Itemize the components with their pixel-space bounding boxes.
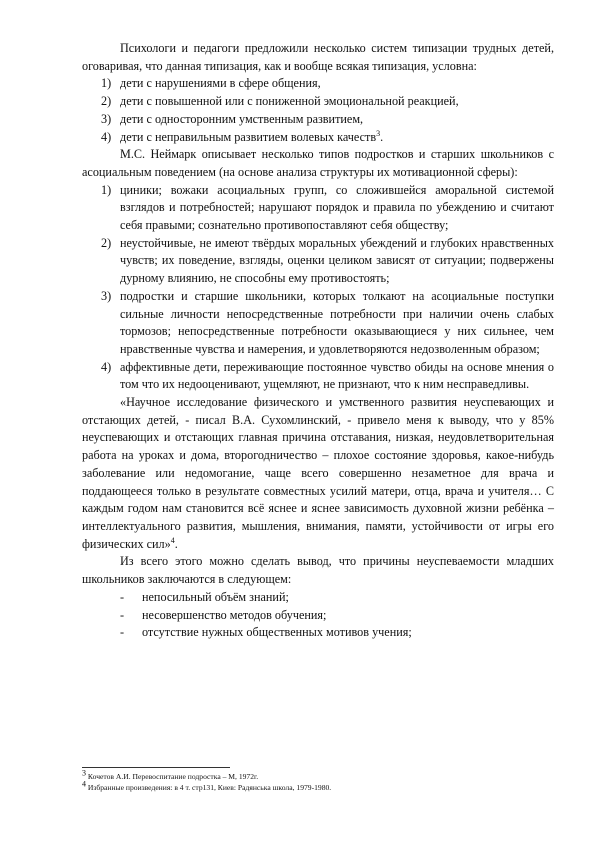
item-dash: -: [120, 607, 125, 622]
footnote: [82, 779, 554, 793]
causes-list: [82, 589, 554, 642]
item-number: 4): [101, 359, 112, 374]
item-number: 3): [101, 288, 112, 303]
item-number: 1): [101, 76, 112, 91]
item-text: отсутствие нужных общественных мотивов учения;: [142, 625, 412, 640]
list-item: [82, 75, 554, 93]
item-text: дети с повышенной или с пониженной эмоциональной реакцией,: [120, 94, 459, 109]
item-number: 3): [101, 111, 112, 126]
difficult-children-types-list: [82, 75, 554, 146]
list-item: [82, 182, 554, 235]
item-number: 1): [101, 182, 112, 197]
footnote-number: 4: [82, 779, 86, 789]
item-number: 2): [101, 235, 112, 250]
item-text: циники; вожаки асоциальных групп, со сложившейся аморальной системой взглядов и потребностей; нарушают порядок и правила по убеждению и считают себя правыми; сознательно противопоставляют себя обществу;: [120, 182, 554, 233]
body-text: [82, 40, 554, 642]
intro-paragraph: Психологи и педагоги предложили несколько систем типизации трудных детей, оговаривая, что данная типизация, как и вообще всякая типизация, условна:: [82, 41, 554, 73]
quote-paragraph: [82, 394, 554, 553]
list-item: [82, 129, 554, 147]
quote-tail: .: [174, 536, 178, 551]
list-item: [82, 93, 554, 111]
item-number: 4): [101, 129, 112, 144]
item-text: несовершенство методов обучения;: [142, 607, 327, 622]
item-text: непосильный объём знаний;: [142, 589, 289, 604]
list-item: [82, 288, 554, 359]
footnote: [82, 768, 554, 782]
item-tail: .: [380, 129, 384, 144]
item-number: 2): [101, 94, 112, 109]
footnote-divider: [82, 767, 230, 768]
footnotes: [82, 768, 554, 793]
conclusion-paragraph: Из всего этого можно сделать вывод, что причины неуспеваемости младших школьников заключаются в следующем:: [82, 554, 554, 587]
list-item: [82, 235, 554, 288]
list-item: [82, 111, 554, 129]
footnote-number: 3: [82, 768, 86, 778]
item-text: дети с нарушениями в сфере общения,: [120, 76, 321, 91]
list-item: [82, 359, 554, 394]
item-text: аффективные дети, переживающие постоянное чувство обиды на основе мнения о том что их недооценивают, ущемляют, не признают, что к ним несправедливы.: [120, 359, 554, 392]
list-item: [82, 624, 554, 642]
footnote-text: Избранные произведения: в 4 т. стр131, Киев: Радянська школа, 1979-1980.: [87, 783, 332, 792]
item-text: дети с неправильным развитием волевых качеств: [120, 129, 377, 144]
asocial-types-list: [82, 182, 554, 394]
item-text: дети с односторонним умственным развитием,: [120, 111, 364, 126]
neimark-paragraph: М.С. Неймарк описывает несколько типов подростков и старших школьников с асоциальным поведением (на основе анализа структуры их мотивационной сферы):: [82, 147, 554, 179]
item-text: подростки и старшие школьники, которых толкают на асоциальные поступки сильные личности непосредственные потребности при наличии очень слабых тормозов; непосредственные потребности оказывающиеся у них сильнее, чем нравственные чувства и намерения, и удовлетворяются недозволенным образом;: [120, 288, 554, 356]
footnote-ref: 3: [376, 128, 381, 138]
item-dash: -: [120, 625, 125, 640]
footnote-text: Кочетов А.И. Перевоспитание подростка – М, 1972г.: [87, 772, 259, 781]
footnote-ref: 4: [170, 535, 175, 545]
quote-text: «Научное исследование физического и умственного развития неуспевающих и отстающих детей, - писал В.А. Сухомлинский, - привело меня к выводу, что у 85% неуспевающих и отстающих главная причина отставания, низкая, неудовлетворительная работа на уроках и дома, второгодничество – плохое состояние здоровья, какое-нибудь заболевание или недомогание, чаще всего совершенно незаметное для врача и поддающееся только в результате совместных усилий матери, отца, врача и учителя… С каждым годом нам становится всё яснее и яснее зависимость духовной жизни ребёнка – интеллектуального развития, мышления, внимания, памяти, устойчивости от игры его физических сил»: [82, 395, 554, 551]
list-item: [82, 589, 554, 607]
item-dash: -: [120, 589, 125, 604]
list-item: [82, 607, 554, 625]
item-text: неустойчивые, не имеют твёрдых моральных убеждений и глубоких нравственных чувств; их поведение, взгляды, оценки целиком зависят от ситуации; подвержены дурному влиянию, не способны ему противостоять;: [120, 235, 554, 286]
